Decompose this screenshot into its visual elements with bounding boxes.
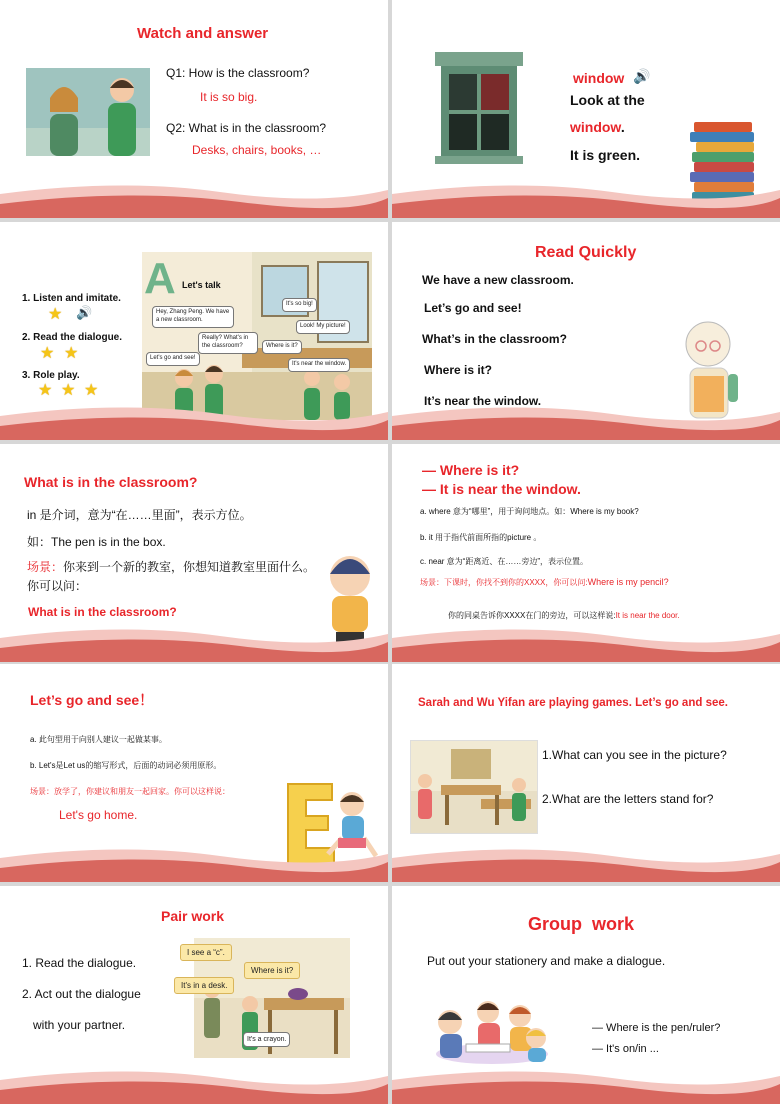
group-kids-illustration: [432, 994, 552, 1066]
question-2: 2.What are the letters stand for?: [542, 792, 714, 806]
note-a: a. 此句型用于向别人建议一起做某事。: [30, 735, 167, 744]
slide-title: What is in the classroom?: [24, 474, 198, 490]
wave-decoration: [0, 620, 388, 662]
text-line: 2. Act out the dialogue: [22, 987, 141, 1001]
instruction-2: 2. Read the dialogue.: [22, 332, 123, 343]
wave-decoration: [392, 176, 780, 218]
speech-bubble: Where is it?: [262, 340, 302, 354]
slide-title: Watch and answer: [137, 25, 269, 42]
star-icon: ★: [84, 382, 99, 399]
star-icon: ★: [64, 345, 79, 362]
slide-title: Read Quickly: [535, 244, 637, 261]
text-line: Let’s go and see!: [424, 301, 522, 315]
star-icon: ★: [48, 306, 63, 323]
dialogue-line-1: — Where is the pen/ruler?: [592, 1022, 721, 1034]
title-line-2: — It is near the window.: [422, 481, 581, 497]
scenario: 场景：放学了，你建议和朋友一起回家。你可以这样说：: [30, 787, 230, 796]
slide-where-is-it[interactable]: [392, 444, 780, 662]
sentence-2: window.: [570, 119, 625, 135]
sentence-3: It is green.: [570, 147, 641, 163]
sentence-1: Look at the: [570, 92, 645, 108]
slide-lets-go-and-see[interactable]: [0, 664, 388, 882]
wave-decoration: [0, 398, 388, 440]
text-line: 1. Read the dialogue.: [22, 956, 137, 970]
answer-2: Desks, chairs, books, …: [192, 143, 322, 157]
note-a: a. where 意为“哪里”，用于询问地点。如：Where is my book?: [420, 507, 639, 516]
slide-title: Group work: [528, 914, 635, 934]
slide-what-is-in[interactable]: [0, 444, 388, 662]
title-line-1: — Where is it?: [422, 462, 520, 478]
scenario-2: 你的同桌告诉你XXXX在门的旁边，可以这样说:It is near the door.: [448, 611, 680, 620]
answer-line: Let's go home.: [59, 808, 138, 822]
text-line: Put out your stationery and make a dialogue.: [427, 954, 666, 968]
section-letter: A: [144, 254, 176, 303]
text-line: 如：The pen is in the box.: [27, 535, 166, 549]
speech-bubble: Let's go and see!: [146, 352, 200, 366]
dialogue-line-2: — It's on/in ...: [592, 1043, 659, 1055]
slide-group-work[interactable]: [392, 886, 780, 1104]
instruction-1: 1. Listen and imitate.: [22, 293, 121, 304]
star-icon: ★: [61, 382, 76, 399]
question-1: 1.What can you see in the picture?: [542, 748, 727, 762]
speech-bubble: It's a crayon.: [243, 1032, 290, 1047]
wave-decoration: [392, 840, 780, 882]
wave-decoration: [0, 1062, 388, 1104]
text-line: in 是介词，意为“在……里面”，表示方位。: [27, 508, 252, 522]
classroom-games-image: [410, 740, 538, 834]
wave-decoration: [0, 840, 388, 882]
lets-talk-label: Let's talk: [182, 280, 221, 290]
text-line: with your partner.: [33, 1018, 126, 1032]
question-1: Q1: How is the classroom?: [166, 66, 310, 80]
answer-line: What is in the classroom?: [28, 605, 177, 619]
wave-decoration: [392, 620, 780, 662]
wave-decoration: [392, 398, 780, 440]
note-b: b. Let's是Let us的缩写形式，后面的动词必须用原形。: [30, 761, 222, 770]
speech-bubble: It's near the window.: [288, 358, 350, 372]
star-icon: ★: [40, 345, 55, 362]
wave-decoration: [0, 176, 388, 218]
slide-read-quickly[interactable]: [392, 222, 780, 440]
text-line: What’s in the classroom?: [422, 332, 567, 346]
slide-title: Pair work: [161, 908, 225, 924]
note-b: b. it 用于指代前面所指的picture 。: [420, 533, 542, 542]
note-c: c. near 意为“距离近、在……旁边”，表示位置。: [420, 557, 589, 566]
classroom-kids-image: [26, 68, 150, 156]
slide-title: Let’s go and see！: [30, 692, 154, 708]
answer-1: It is so big.: [200, 90, 258, 104]
slide-title: Sarah and Wu Yifan are playing games. Let’s go and see.: [418, 697, 728, 709]
slide-pair-work[interactable]: [0, 886, 388, 1104]
text-line: It’s near the window.: [424, 394, 542, 408]
star-icon: ★: [38, 382, 53, 399]
text-line: We have a new classroom.: [422, 273, 574, 287]
window-image: [433, 52, 525, 164]
vocab-word: window: [573, 70, 625, 86]
wave-decoration: [392, 1062, 780, 1104]
question-2: Q2: What is in the classroom?: [166, 121, 327, 135]
speech-bubble: Hey, Zhang Peng. We have a new classroom.: [152, 306, 234, 328]
speech-bubble: It's so big!: [282, 298, 317, 312]
text-line: Where is it?: [424, 363, 493, 377]
instruction-3: 3. Role play.: [22, 370, 80, 381]
speech-bubble: Where is it?: [244, 962, 300, 979]
slide-window[interactable]: [392, 0, 780, 218]
speech-bubble: It's in a desk.: [174, 977, 234, 994]
speech-bubble: Really? What's in the classroom?: [198, 332, 258, 354]
slide-sarah-wu-yifan[interactable]: [392, 664, 780, 882]
slide-watch-and-answer[interactable]: [0, 0, 388, 218]
speaker-icon[interactable]: 🔊: [633, 68, 651, 84]
lets-talk-illustration: [142, 252, 372, 420]
slide-lets-talk[interactable]: [0, 222, 388, 440]
text-line: 你可以问：: [27, 579, 88, 593]
speaker-icon[interactable]: 🔊: [76, 305, 93, 320]
scenario-line: 场景：你来到一个新的教室，你想知道教室里面什么。: [27, 560, 316, 574]
speech-bubble: I see a “c”.: [180, 944, 232, 961]
scenario-1: 场景：下课时，你找不到你的XXXX，你可以问:Where is my pencil?: [420, 577, 669, 587]
speech-bubble: Look! My picture!: [296, 320, 350, 334]
